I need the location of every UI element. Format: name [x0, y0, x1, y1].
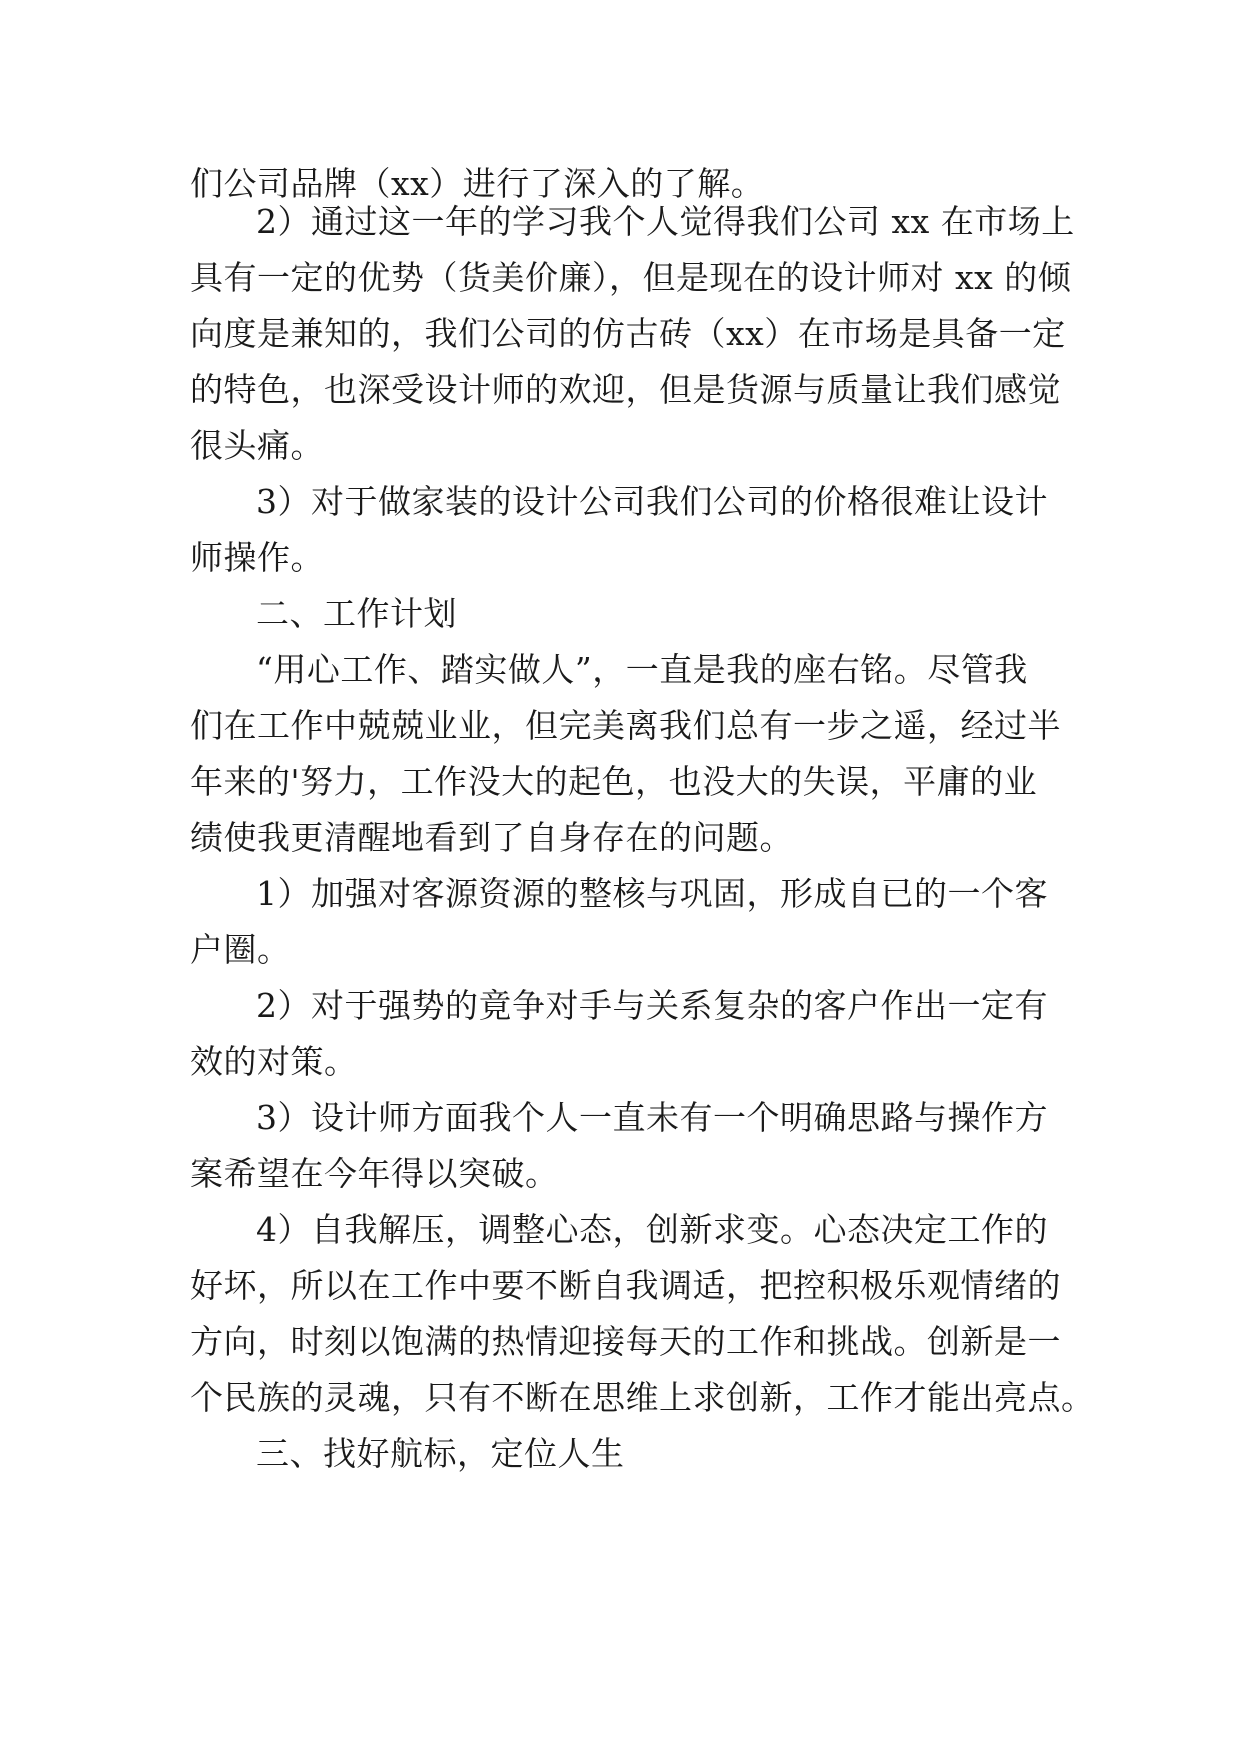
section-heading: 二、工作计划 [256, 594, 457, 633]
text-line: 个民族的灵魂，只有不断在思维上求创新，工作才能出亮点。 [190, 1378, 1095, 1417]
text-line: 很头痛。 [190, 426, 324, 465]
text-line: 们在工作中兢兢业业，但完美离我们总有一步之遥，经过半 [190, 706, 1061, 745]
text-line: 2）通过这一年的学习我个人觉得我们公司 xx 在市场上 [256, 202, 1075, 241]
text-line: 2）对于强势的竟争对手与关系复杂的客户作出一定有 [256, 986, 1048, 1025]
text-line: 户圈。 [190, 930, 291, 969]
text-line: 年来的'努力，工作没大的起色，也没大的失误，平庸的业 [190, 762, 1038, 801]
text-line: 师操作。 [190, 538, 324, 577]
text-line: “用心工作、踏实做人”，一直是我的座右铭。尽管我 [256, 650, 1028, 689]
text-line: 3）设计师方面我个人一直未有一个明确思路与操作方 [256, 1098, 1048, 1137]
text-line: 效的对策。 [190, 1042, 358, 1081]
text-line: 方向，时刻以饱满的热情迎接每天的工作和挑战。创新是一 [190, 1322, 1061, 1361]
text-line: 3）对于做家装的设计公司我们公司的价格很难让设计 [256, 482, 1048, 521]
section-heading: 三、找好航标，定位人生 [256, 1434, 625, 1473]
text-line: 向度是兼知的，我们公司的仿古砖（xx）在市场是具备一定 [190, 314, 1066, 353]
text-line: 案希望在今年得以突破。 [190, 1154, 559, 1193]
text-line: 绩使我更清醒地看到了自身存在的问题。 [190, 818, 793, 857]
text-line: 1）加强对客源资源的整核与巩固，形成自已的一个客 [256, 874, 1048, 913]
text-line: 好坏，所以在工作中要不断自我调适，把控积极乐观情绪的 [190, 1266, 1061, 1305]
text-line: 具有一定的优势（货美价廉），但是现在的设计师对 xx 的倾 [190, 258, 1072, 297]
text-line: 的特色，也深受设计师的欢迎，但是货源与质量让我们感觉 [190, 370, 1061, 409]
text-line: 们公司品牌（xx）进行了深入的了解。 [190, 164, 765, 203]
text-line: 4）自我解压，调整心态，创新求变。心态决定工作的 [256, 1210, 1048, 1249]
